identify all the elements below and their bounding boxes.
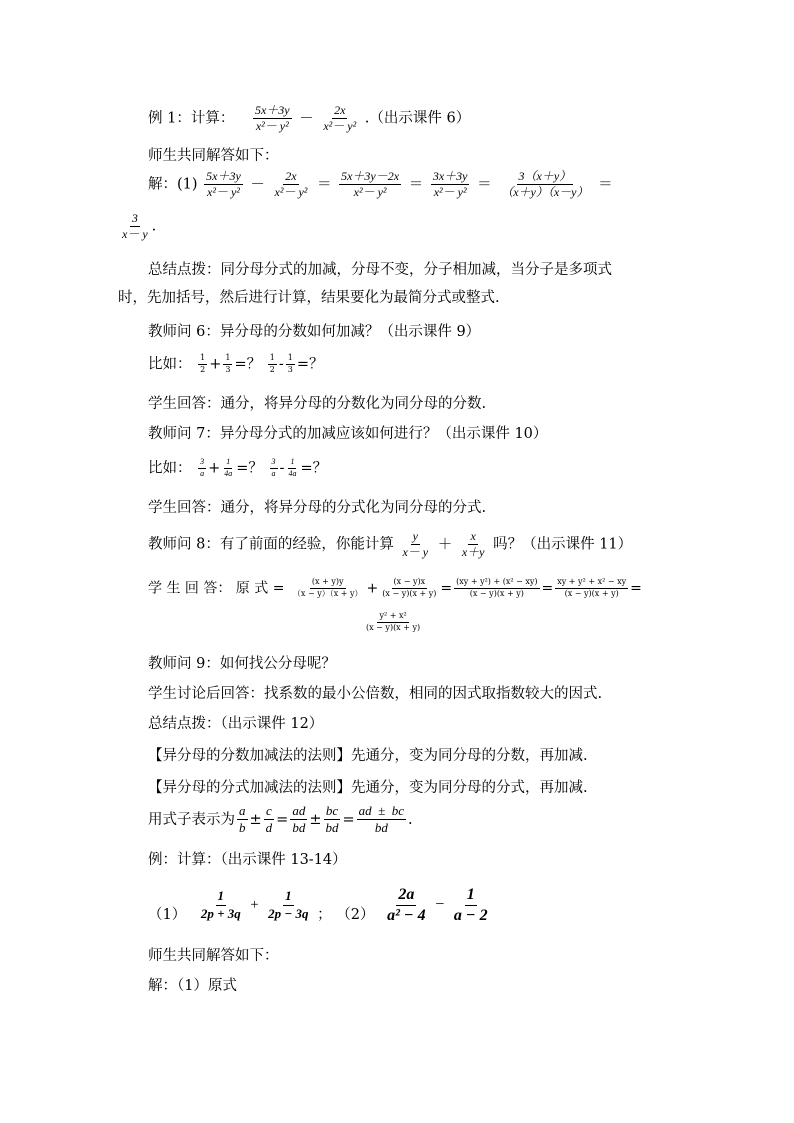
fraction: $\frac{3}{a}$: [271, 457, 276, 478]
fraction: $\frac{\text{(xy + y²) + (x² − xy)}}{(x - y)(x + y)}$: [456, 577, 538, 598]
fraction: $\frac{1}{3}$: [225, 353, 231, 374]
fraction: $\frac{\text{xy + y² + x² − xy}}{(x - y)(x + y)}$: [557, 577, 627, 598]
fraction: $\frac{3(x+y)}{(x+y)(x-y)}$: [501, 169, 589, 200]
question8: 教师问 8：有了前面的经验，你能计算 $\frac{y}{x- y}$ ＋ $\frac{x}{x+y}$ 吗？（出示课件 11）: [148, 529, 633, 560]
fraction: $\frac{3x+3y}{\text{x²－ y²}}$: [432, 169, 468, 200]
fraction: $\frac{3}{x- y}$: [122, 211, 148, 242]
answer8: 学 生 回 答： 原 式 = $\frac{(x + y)y}{(x - y)(x + y)}$ + $\frac{(x - y)x}{(x - y)(x + y)}$ = $\frac{\text{(xy + y²) + (x² − xy)}}{(x - y)(x + y)}$ = $\frac{\text{xy + y² + x² − xy}}{(x - y)(x + y)}$ =: [148, 577, 642, 598]
question9: 教师问 9：如何找公分母呢？: [148, 656, 336, 672]
answer7: 学生回答：通分，将异分母的分式化为同分母的分式.: [148, 500, 487, 516]
fraction: $\frac{a}{b}$: [239, 803, 246, 836]
fraction: $\frac{1}{3}$: [287, 353, 293, 374]
fraction: $\frac{2x}{\text{x²－ y²}}$: [323, 103, 357, 134]
answer8-result: [362, 612, 424, 633]
fraction: $\frac{1}{2p + 3q}$: [200, 888, 241, 921]
summary1-line2: 时，先加括号，然后进行计算，结果要化为最简分式或整式.: [118, 290, 500, 306]
fraction: $\frac{2x}{\text{x²－ y²}}$: [274, 169, 308, 200]
example-fractions: 比如： $\frac{1}{2}$ + $\frac{1}{3}$ =？ $\frac{1}{2}$ - $\frac{1}{3}$ =？: [148, 353, 324, 374]
example1-label: 例 1：计算：: [148, 110, 235, 127]
solution2-line: 解：（1）原式: [148, 978, 237, 994]
fraction: $\frac{(x - y)x}{(x - y)(x + y)}$: [382, 577, 437, 598]
example-algebraic-fractions: 比如： $\frac{3}{a}$ + $\frac{1}{4a}$ =？ $\frac{3}{a}$ - $\frac{1}{4a}$ =？: [148, 457, 328, 478]
together-text-2: 师生共同解答如下：: [148, 948, 279, 964]
question6: 教师问 6：异分母的分数如何加减？（出示课件 9）: [148, 324, 481, 340]
fraction: $\frac{1}{4a}$: [288, 457, 297, 478]
fraction: $\frac{1}{2p - 3q}$: [268, 888, 309, 921]
answer6: 学生回答：通分，将异分母的分数化为同分母的分数.: [148, 396, 487, 412]
rule-algebraic-fractions: 【异分母的分式加减法的法则】先通分，变为同分母的分式，再加减.: [148, 780, 588, 796]
example1-line: 例 1：计算： $\frac{5x+3y}{\text{x²－ y²}}$ － $\frac{2x}{\text{x²－ y²}}$ .（出示课件 6）: [148, 103, 471, 134]
fraction: $\frac{1}{a - 2}$: [453, 886, 488, 924]
fraction: $\frac{1}{2}$: [269, 353, 275, 374]
summary2: 总结点拨：（出示课件 12）: [148, 716, 324, 732]
fraction: $\frac{(x + y)y}{(x - y)(x + y)}$: [292, 577, 363, 598]
fraction: $\frac{1}{4a}$: [224, 457, 233, 478]
fraction: $\frac{x}{x+y}$: [461, 529, 485, 560]
fraction: $\frac{5x+3y}{\text{x²－ y²}}$: [206, 169, 241, 200]
fraction: $\frac{5x+3y-2x}{\text{x²－ y²}}$: [341, 169, 400, 200]
question7: 教师问 7：异分母分式的加减应该如何进行？（出示课件 10）: [148, 426, 548, 442]
fraction: $\frac{2a}{\text{a² − 4}}$: [387, 886, 426, 924]
example2-title: 例：计算：（出示课件 13-14）: [148, 852, 347, 868]
together-text: 师生共同解答如下：: [148, 148, 279, 164]
fraction: $\frac{1}{2}$: [200, 353, 206, 374]
answer9: 学生讨论后回答：找系数的最小公倍数，相同的因式取指数较大的因式.: [148, 686, 603, 702]
solution1-line: 解：(1) $\frac{5x+3y}{\text{x²－ y²}}$ － $\frac{2x}{\text{x²－ y²}}$ ＝ $\frac{5x+3y-2x}{\text{x²－ y²}}$ ＝ $\frac{3x+3y}{\text{x²－ y²}}$ ＝ $\frac{3(x+y)}{(x+y)(x-y)}$ ＝: [148, 169, 613, 200]
fraction: $\frac{c}{d}$: [265, 803, 273, 836]
rule-formula: 用式子表示为 $\frac{a}{b}$ ± $\frac{c}{d}$ = $\frac{ad}{bd}$ ± $\frac{bc}{bd}$ = $\frac{ad \pm bc}{bd}$ .: [148, 803, 413, 836]
solution1-result: $\frac{3}{x- y}$ .: [122, 211, 157, 242]
example2-items: （1） $\frac{1}{2p + 3q}$ + $\frac{1}{2p - 3q}$ ； （2） $\frac{2a}{\text{a² − 4}}$ − $\frac{1}{a - 2}$: [148, 886, 488, 924]
fraction: $\frac{5x+3y}{\text{x²－ y²}}$: [254, 103, 290, 134]
fraction: $\frac{bc}{bd}$: [325, 803, 339, 836]
rule-fractions: 【异分母的分数加减法的法则】先通分，变为同分母的分数，再加减.: [148, 748, 588, 764]
fraction: $\frac{ad \pm bc}{bd}$: [358, 803, 405, 836]
fraction: $\frac{ad}{bd}$: [292, 803, 306, 836]
fraction: $\frac{3}{a}$: [200, 457, 205, 478]
fraction: $\frac{\text{y² + x²}}{(x - y)(x + y)}$: [366, 611, 421, 632]
fraction: $\frac{y}{x- y}$: [402, 529, 429, 560]
summary1-line1: 总结点拨：同分母分式的加减，分母不变，分子相加减，当分子是多项式: [148, 262, 612, 278]
